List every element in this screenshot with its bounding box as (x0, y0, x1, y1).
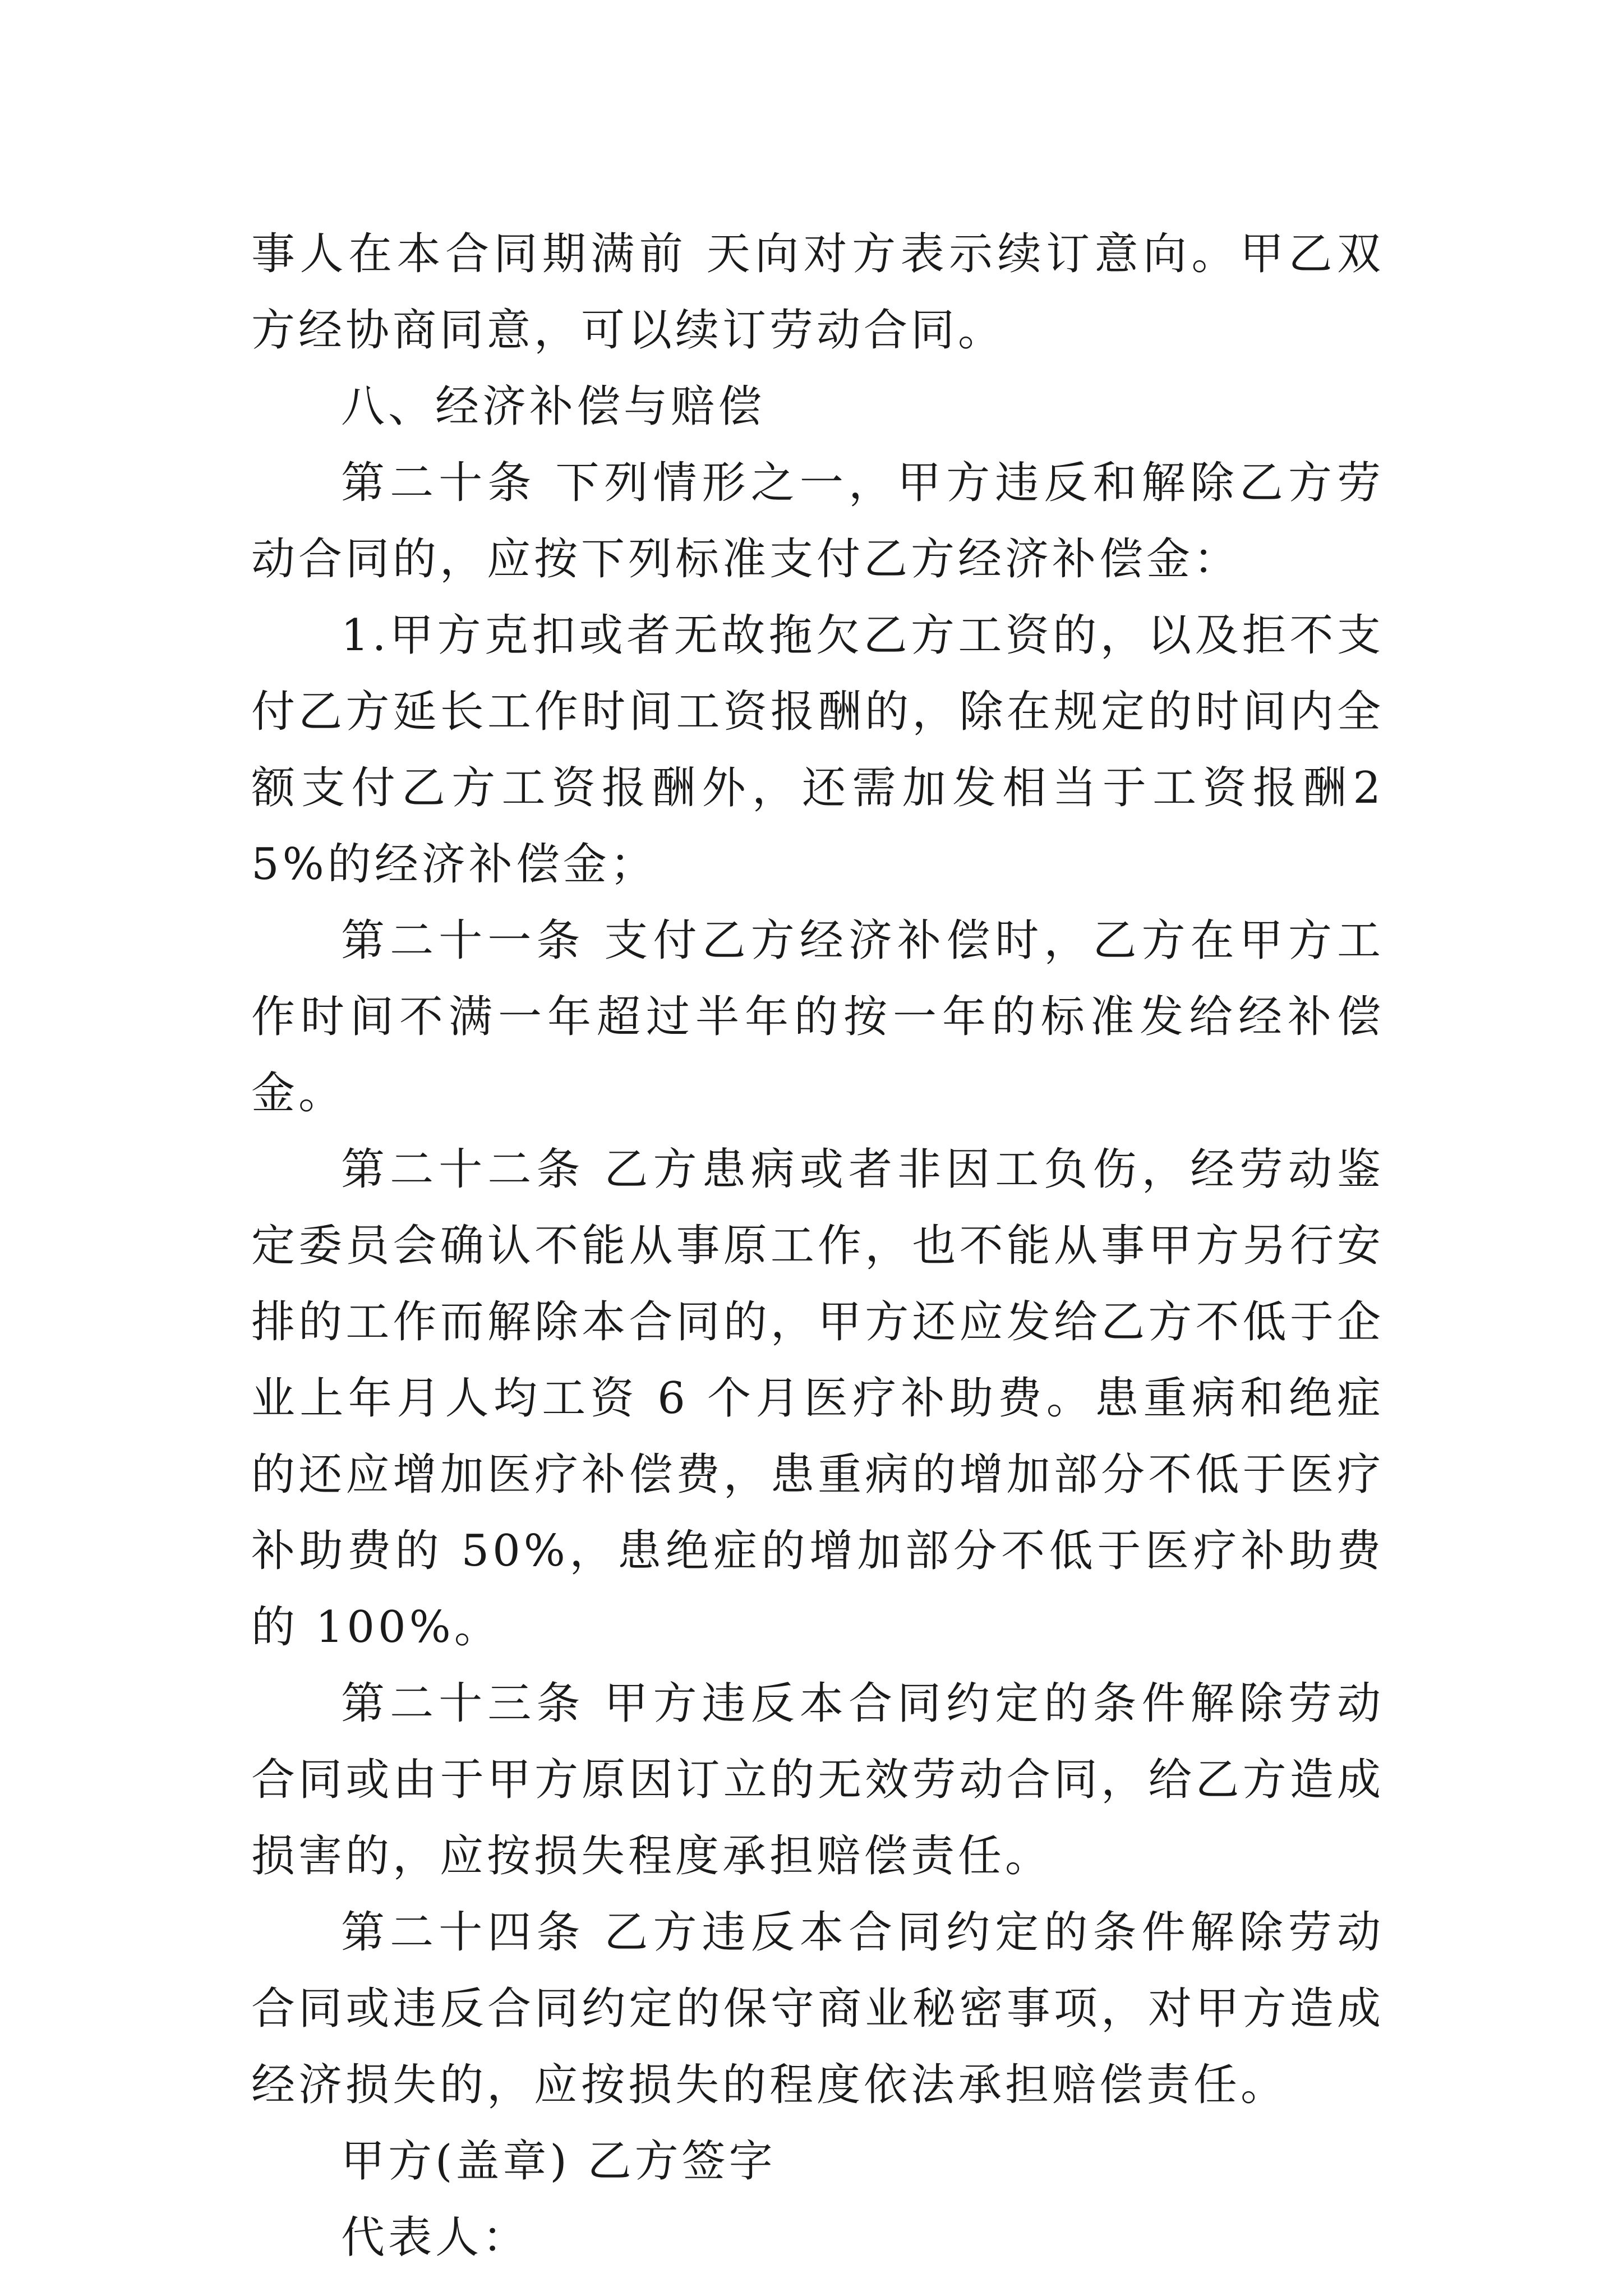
article-24: 第二十四条 乙方违反本合同约定的条件解除劳动合同或违反合同约定的保守商业秘密事项，对甲方造成经济损失的，应按损失的程度依法承担赔偿责任。 (251, 1907, 1384, 2110)
paragraph-continuation: 事人在本合同期满前 天向对方表示续订意向。甲乙双方经协商同意，可以续订劳动合同。 (251, 229, 1384, 356)
section-heading: 八、经济补偿与赔偿 (341, 381, 766, 432)
article-21: 第二十一条 支付乙方经济补偿时，乙方在甲方工作时间不满一年超过半年的按一年的标准发给经补偿金。 (251, 915, 1384, 1119)
document-body (251, 216, 1384, 2276)
article-20-item-1: 1.甲方克扣或者无故拖欠乙方工资的，以及拒不支付乙方延长工作时间工资报酬的，除在规定的时间内全额支付乙方工资报酬外，还需加发相当于工资报酬25%的经济补偿金； (251, 610, 1384, 890)
signature-line: 甲方(盖章) 乙方签字 (341, 2136, 776, 2187)
article-20: 第二十条 下列情形之一，甲方违反和解除乙方劳动合同的，应按下列标准支付乙方经济补偿金： (251, 458, 1384, 585)
article-23: 第二十三条 甲方违反本合同约定的条件解除劳动合同或由于甲方原因订立的无效劳动合同，给乙方造成损害的，应按损失程度承担赔偿责任。 (251, 1678, 1384, 1881)
article-22: 第二十二条 乙方患病或者非因工负伤，经劳动鉴定委员会确认不能从事原工作，也不能从事甲方另行安排的工作而解除本合同的，甲方还应发给乙方不低于企业上年月人均工资 6 个月医疗补助费。患重病和绝症的还应增加医疗补偿费，患重病的增加部分不低于医疗补助费的 50%，患绝症的增加部分不低于医疗补助费的 100%。 (251, 1144, 1384, 1653)
representative-line: 代表人： (341, 2212, 530, 2263)
